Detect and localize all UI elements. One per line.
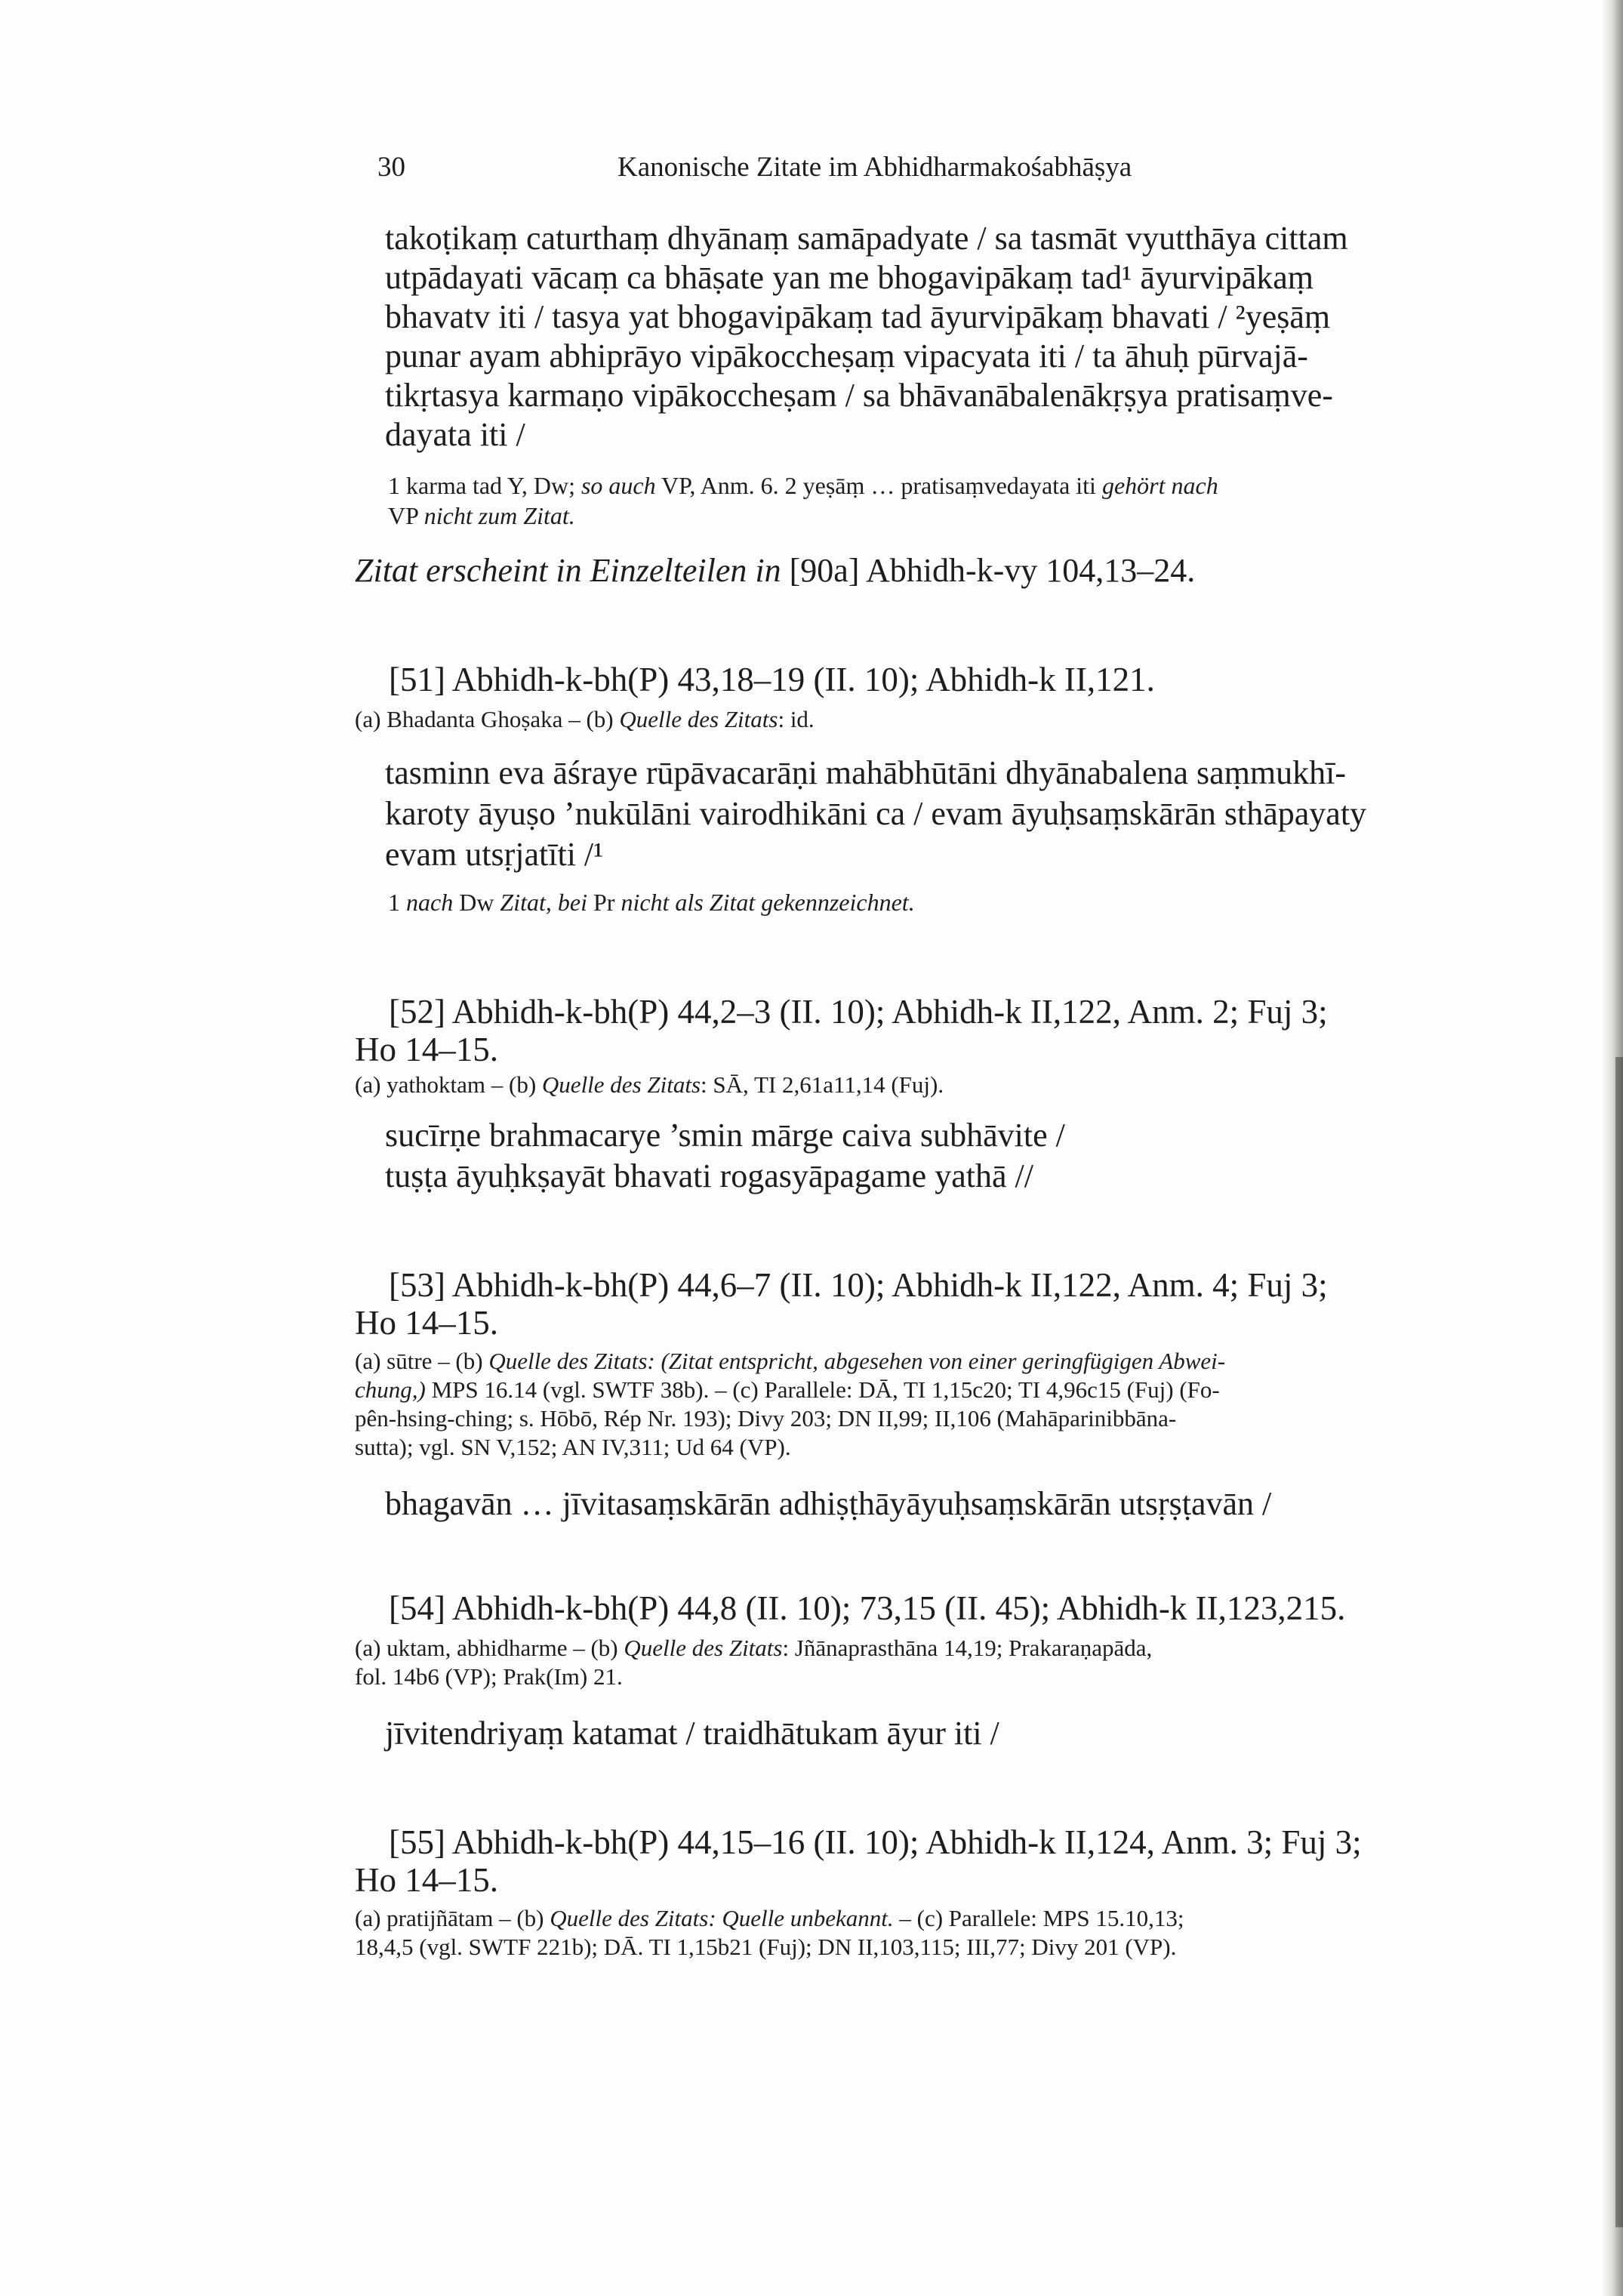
scan-edge-dark bbox=[1615, 1057, 1623, 2227]
entry-52-caption: (a) yathoktam – (b) Quelle des Zitats: SĀ, TI 2,61a11,14 (Fuj). bbox=[355, 1071, 944, 1098]
entry-51-footnote: 1 nach Dw Zitat, bei Pr nicht als Zitat gekennzeichnet. bbox=[388, 889, 915, 916]
running-title: Kanonische Zitate im Abhidharmakośabhāṣya bbox=[617, 152, 1132, 183]
text-line: tikṛtasya karmaṇo vipākoccheṣam / sa bhāvanābalenākṛṣya pratisaṃve- bbox=[385, 377, 1333, 414]
entry-55-caption-line: (a) pratijñātam – (b) Quelle des Zitats: Quelle unbekannt. – (c) Parallele: MPS 15.10,13; bbox=[355, 1905, 1184, 1931]
entry-52-verse-line: tuṣṭa āyuḥkṣayāt bhavati rogasyāpagame yathā // bbox=[385, 1157, 1033, 1194]
entry-53-caption-line: chung,) MPS 16.14 (vgl. SWTF 38b). – (c) Parallele: DĀ, TI 1,15c20; TI 4,96c15 (Fuj) (Fo- bbox=[355, 1376, 1220, 1403]
text-line: utpādayati vācaṃ ca bhāṣate yan me bhogavipākaṃ tad¹ āyurvipākaṃ bbox=[385, 259, 1314, 296]
text-line: takoṭikaṃ caturthaṃ dhyānaṃ samāpadyate / sa tasmāt vyutthāya cittam bbox=[385, 220, 1348, 257]
entry-54-caption-line: (a) uktam, abhidharme – (b) Quelle des Zitats: Jñānaprasthāna 14,19; Prakaraṇapāda, bbox=[355, 1635, 1153, 1661]
entry-51-text-line: evam utsṛjatīti /¹ bbox=[385, 836, 604, 873]
citation-summary: Zitat erscheint in Einzelteilen in [90a] Abhidh-k-vy 104,13–24. bbox=[355, 552, 1196, 589]
entry-53-caption-line: pên-hsing-ching; s. Hōbō, Rép Nr. 193); Divy 203; DN II,99; II,106 (Mahāparinibbāna- bbox=[355, 1405, 1177, 1432]
entry-52-verse-line: sucīrṇe brahmacarye ’smin mārge caiva subhāvite / bbox=[385, 1117, 1065, 1154]
entry-54-caption-line: fol. 14b6 (VP); Prak(Im) 21. bbox=[355, 1663, 623, 1690]
entry-53-text-line: bhagavān … jīvitasaṃskārān adhiṣṭhāyāyuḥsaṃskārān utsṛṣṭavān / bbox=[385, 1485, 1272, 1522]
entry-52-citation: [52] Abhidh-k-bh(P) 44,2–3 (II. 10); Abhidh-k II,122, Anm. 2; Fuj 3; bbox=[389, 993, 1328, 1031]
entry-51-text-line: karoty āyuṣo ’nukūlāni vairodhikāni ca / evam āyuḥsaṃskārān sthāpayaty bbox=[385, 795, 1367, 832]
entry-53-citation: [53] Abhidh-k-bh(P) 44,6–7 (II. 10); Abhidh-k II,122, Anm. 4; Fuj 3; bbox=[389, 1266, 1328, 1304]
entry-54-citation: [54] Abhidh-k-bh(P) 44,8 (II. 10); 73,15 (II. 45); Abhidh-k II,123,215. bbox=[389, 1589, 1346, 1627]
entry-52-citation-cont: Ho 14–15. bbox=[355, 1031, 498, 1068]
text-line: dayata iti / bbox=[385, 416, 525, 453]
entry-55-citation: [55] Abhidh-k-bh(P) 44,15–16 (II. 10); Abhidh-k II,124, Anm. 3; Fuj 3; bbox=[389, 1823, 1362, 1861]
entry-51-text-line: tasminn eva āśraye rūpāvacarāṇi mahābhūtāni dhyānabalena saṃmukhī- bbox=[385, 754, 1347, 791]
page-number: 30 bbox=[377, 152, 405, 183]
entry-55-caption-line: 18,4,5 (vgl. SWTF 221b); DĀ. TI 1,15b21 (Fuj); DN II,103,115; III,77; Divy 201 (VP). bbox=[355, 1934, 1177, 1960]
footnote-line: VP nicht zum Zitat. bbox=[388, 502, 575, 529]
entry-54-text-line: jīvitendriyaṃ katamat / traidhātukam āyur iti / bbox=[385, 1715, 999, 1752]
entry-51-caption: (a) Bhadanta Ghoṣaka – (b) Quelle des Zitats: id. bbox=[355, 706, 815, 732]
footnote-line: 1 karma tad Y, Dw; so auch VP, Anm. 6. 2 yeṣāṃ … pratisaṃvedayata iti gehört nach bbox=[388, 472, 1218, 499]
text-line: punar ayam abhiprāyo vipākoccheṣaṃ vipacyata iti / ta āhuḥ pūrvajā- bbox=[385, 337, 1308, 374]
entry-53-caption-line: sutta); vgl. SN V,152; AN IV,311; Ud 64 (VP). bbox=[355, 1434, 791, 1460]
entry-51-citation: [51] Abhidh-k-bh(P) 43,18–19 (II. 10); Abhidh-k II,121. bbox=[389, 661, 1155, 698]
text-line: bhavatv iti / tasya yat bhogavipākaṃ tad āyurvipākaṃ bhavati / ²yeṣāṃ bbox=[385, 298, 1331, 335]
entry-53-caption-line: (a) sūtre – (b) Quelle des Zitats: (Zitat entspricht, abgesehen von einer geringfügigen Abwei- bbox=[355, 1348, 1226, 1374]
entry-53-citation-cont: Ho 14–15. bbox=[355, 1304, 498, 1342]
entry-55-citation-cont: Ho 14–15. bbox=[355, 1861, 498, 1899]
